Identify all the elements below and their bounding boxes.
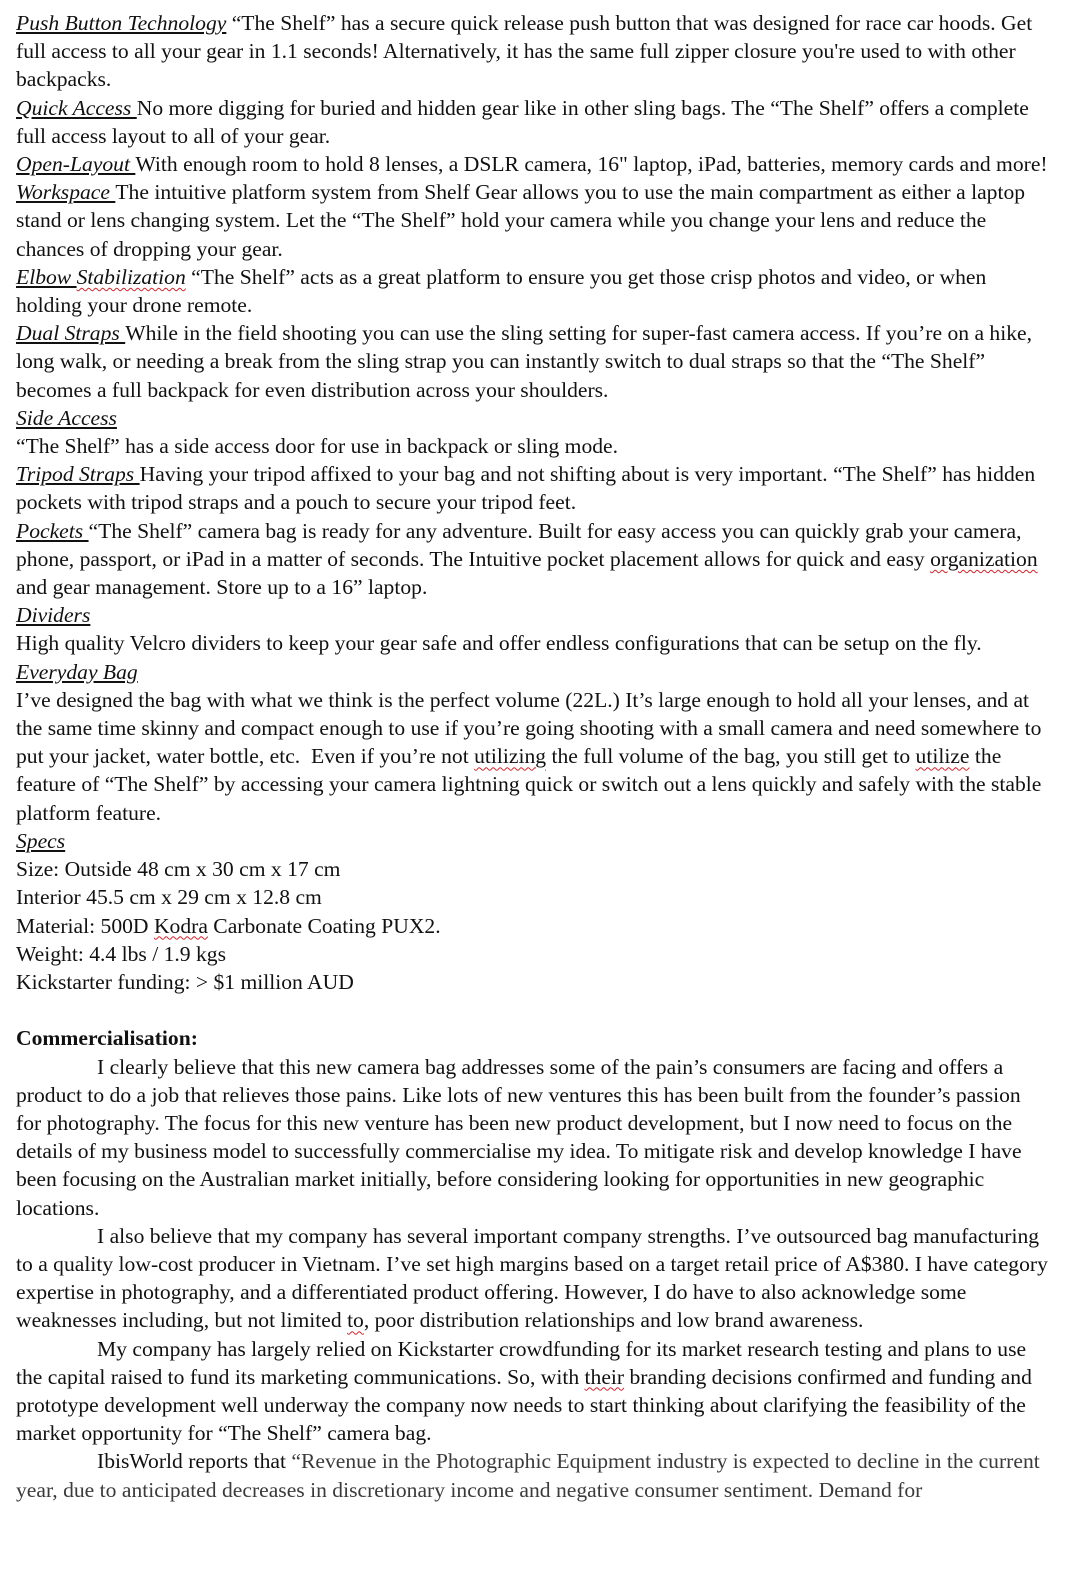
feature-everyday-bag-text [16, 686, 1050, 827]
feature-title: Open-Layout [16, 152, 136, 177]
feature-pockets [16, 517, 1050, 602]
paragraph-text: , poor distribution relationships and low brand awareness. [363, 1308, 864, 1333]
specs-title [16, 827, 1050, 855]
feature-title: Workspace [16, 180, 116, 205]
feature-push-button [16, 9, 1050, 94]
feature-title: Dual Straps [16, 321, 126, 346]
spec-weight: Weight: 4.4 lbs / 1.9 kgs [16, 941, 227, 966]
feature-text: “The Shelf” has a secure quick release push button that was designed for race car hoods. Get full access to all your gear in 1.1 seconds! Alternatively, it has the same full zipper closure you're used to with other backpacks. [16, 11, 1038, 92]
feature-title: Side Access [16, 405, 117, 430]
paragraph-3 [16, 1335, 1050, 1448]
spec-funding: Kickstarter funding: > $1 million AUD [16, 969, 354, 994]
quoted-text: “Revenue in the Photographic Equipment industry is expected to decline in the current year, due to anticipated decreases in discretionary income and negative consumer sentiment. Demand for [16, 1449, 1046, 1502]
feature-dividers-text: High quality Velcro dividers to keep your gear safe and offer endless configurations that can be setup on the fly. [16, 631, 982, 656]
paragraph-1: I clearly believe that this new camera bag addresses some of the pain’s consumers are facing and offers a product to do a job that relieves those pains. Like lots of new ventures this has been built from the founder’s passion for photography. The focus for this new venture has been new product development, but I now need to focus on the details of my business model to successfully commercialise my idea. To mitigate risk and develop knowledge I have been focusing on the Australian market initially, before considering looking for opportunities in new geographic locations. [16, 1054, 1027, 1220]
spec-material-rest: Carbonate Coating PUX2. [207, 913, 441, 938]
paragraph-2 [16, 1222, 1054, 1335]
spelling-flag: utilizing [474, 744, 547, 769]
feature-elbow-stabilization [16, 263, 1050, 319]
paragraph-text: branding decisions confirmed and funding and prototype development well underway the company now needs to start thinking about clarifying the feasibility of the market opportunity for “The Shelf” camera bag. [16, 1364, 1038, 1446]
document-page [16, 9, 1054, 1504]
feature-text: No more digging for buried and hidden gear like in other sling bags. The “The Shelf” offers a complete full access layout to all of your gear. [16, 95, 1035, 148]
spelling-flag: Stabilization [76, 264, 186, 289]
paragraph-text: I also believe that my company has several important company strengths. I’ve outsourced bag manufacturing to a quality low-cost producer in Vietnam. I’ve set high margins based on a target retail price of A$380. I have category expertise in photography, and a differentiated product offering. However, I do have to also acknowledge some weaknesses including, but not limited [16, 1223, 1054, 1333]
spelling-flag: Kodra [153, 913, 208, 938]
spec-interior: Interior 45.5 cm x 29 cm x 12.8 cm [16, 885, 322, 910]
section-heading: Commercialisation: [16, 1026, 198, 1051]
feature-workspace [16, 178, 1050, 263]
feature-side-access-text: “The Shelf” has a side access door for use in backpack or sling mode. [16, 434, 619, 459]
feature-title: Elbow [16, 264, 77, 289]
feature-text: “The Shelf” camera bag is ready for any adventure. Built for easy access you can quickly grab your camera, phone, passport, or iPad in a matter of seconds. The Intuitive pocket placement allows for quick and easy [16, 518, 1027, 571]
feature-text: Having your tripod affixed to your bag and not shifting about is very important. “The Shelf” has hidden pockets with tripod straps and a pouch to secure your tripod feet. [16, 462, 1041, 515]
feature-title: Specs [16, 828, 66, 853]
feature-title: Quick Access [16, 95, 137, 120]
paragraph-4 [16, 1447, 1050, 1503]
feature-text: and gear management. Store up to a 16” laptop. [16, 546, 1044, 600]
feature-text: the feature of “The Shelf” by accessing your camera lightning quick or switch out a lens quickly and safely with the stable platform feature. [16, 744, 1047, 825]
feature-side-access-title [16, 404, 1050, 432]
feature-dual-straps [16, 319, 1050, 404]
blank-line [16, 996, 1050, 1024]
feature-title: Dividers [16, 603, 91, 628]
feature-text: With enough room to hold 8 lenses, a DSLR camera, 16" laptop, iPad, batteries, memory cards and more! [135, 152, 1048, 177]
feature-open-layout [16, 150, 1050, 178]
feature-quick-access [16, 94, 1050, 150]
feature-text: the full volume of the bag, you still get to [546, 744, 916, 769]
feature-dividers-title [16, 601, 1050, 629]
spec-material-label: Material: 500D [16, 913, 154, 938]
paragraph-text: My company has largely relied on Kickstarter crowdfunding for its market research testing and plans to use the capital raised to fund its marketing communications. So, with [16, 1336, 1032, 1389]
feature-text: “The Shelf” acts as a great platform to ensure you get those crisp photos and video, or when holding your drone remote. [16, 264, 992, 318]
feature-tripod-straps [16, 460, 1050, 516]
feature-title: Everyday Bag [16, 659, 138, 684]
feature-text: I’ve designed the bag with what we think is the perfect volume (22L.) It’s large enough to hold all your lenses, and at the same time skinny and compact enough to use if you’re going shooting with a small camera and need somewhere to put your jacket, water bottle, etc. Even if you’re not [16, 687, 1047, 769]
spec-size: Size: Outside 48 cm x 30 cm x 17 cm [16, 857, 341, 882]
feature-text: The intuitive platform system from Shelf Gear allows you to use the main compartment as either a laptop stand or lens changing system. Let the “The Shelf” hold your camera while you change your lens and reduce the chances of dropping your gear. [16, 180, 1031, 261]
spelling-flag: utilize [915, 744, 970, 769]
feature-everyday-bag-title [16, 658, 1050, 686]
feature-title: Pockets [16, 518, 89, 543]
spelling-flag: organization [930, 546, 1038, 571]
spelling-flag: to [347, 1308, 364, 1333]
spelling-flag: their [584, 1364, 625, 1389]
paragraph-text: IbisWorld reports that [97, 1449, 292, 1474]
feature-title: Tripod Straps [16, 462, 140, 487]
feature-text: While in the field shooting you can use the sling setting for super-fast camera access. If you’re on a hike, long walk, or needing a break from the sling strap you can instantly switch to dual straps so that the “The Shelf” becomes a full backpack for even distribution across your shoulders. [16, 321, 1038, 402]
spec-material [16, 912, 1050, 940]
feature-title: Push Button Technology [16, 11, 227, 35]
